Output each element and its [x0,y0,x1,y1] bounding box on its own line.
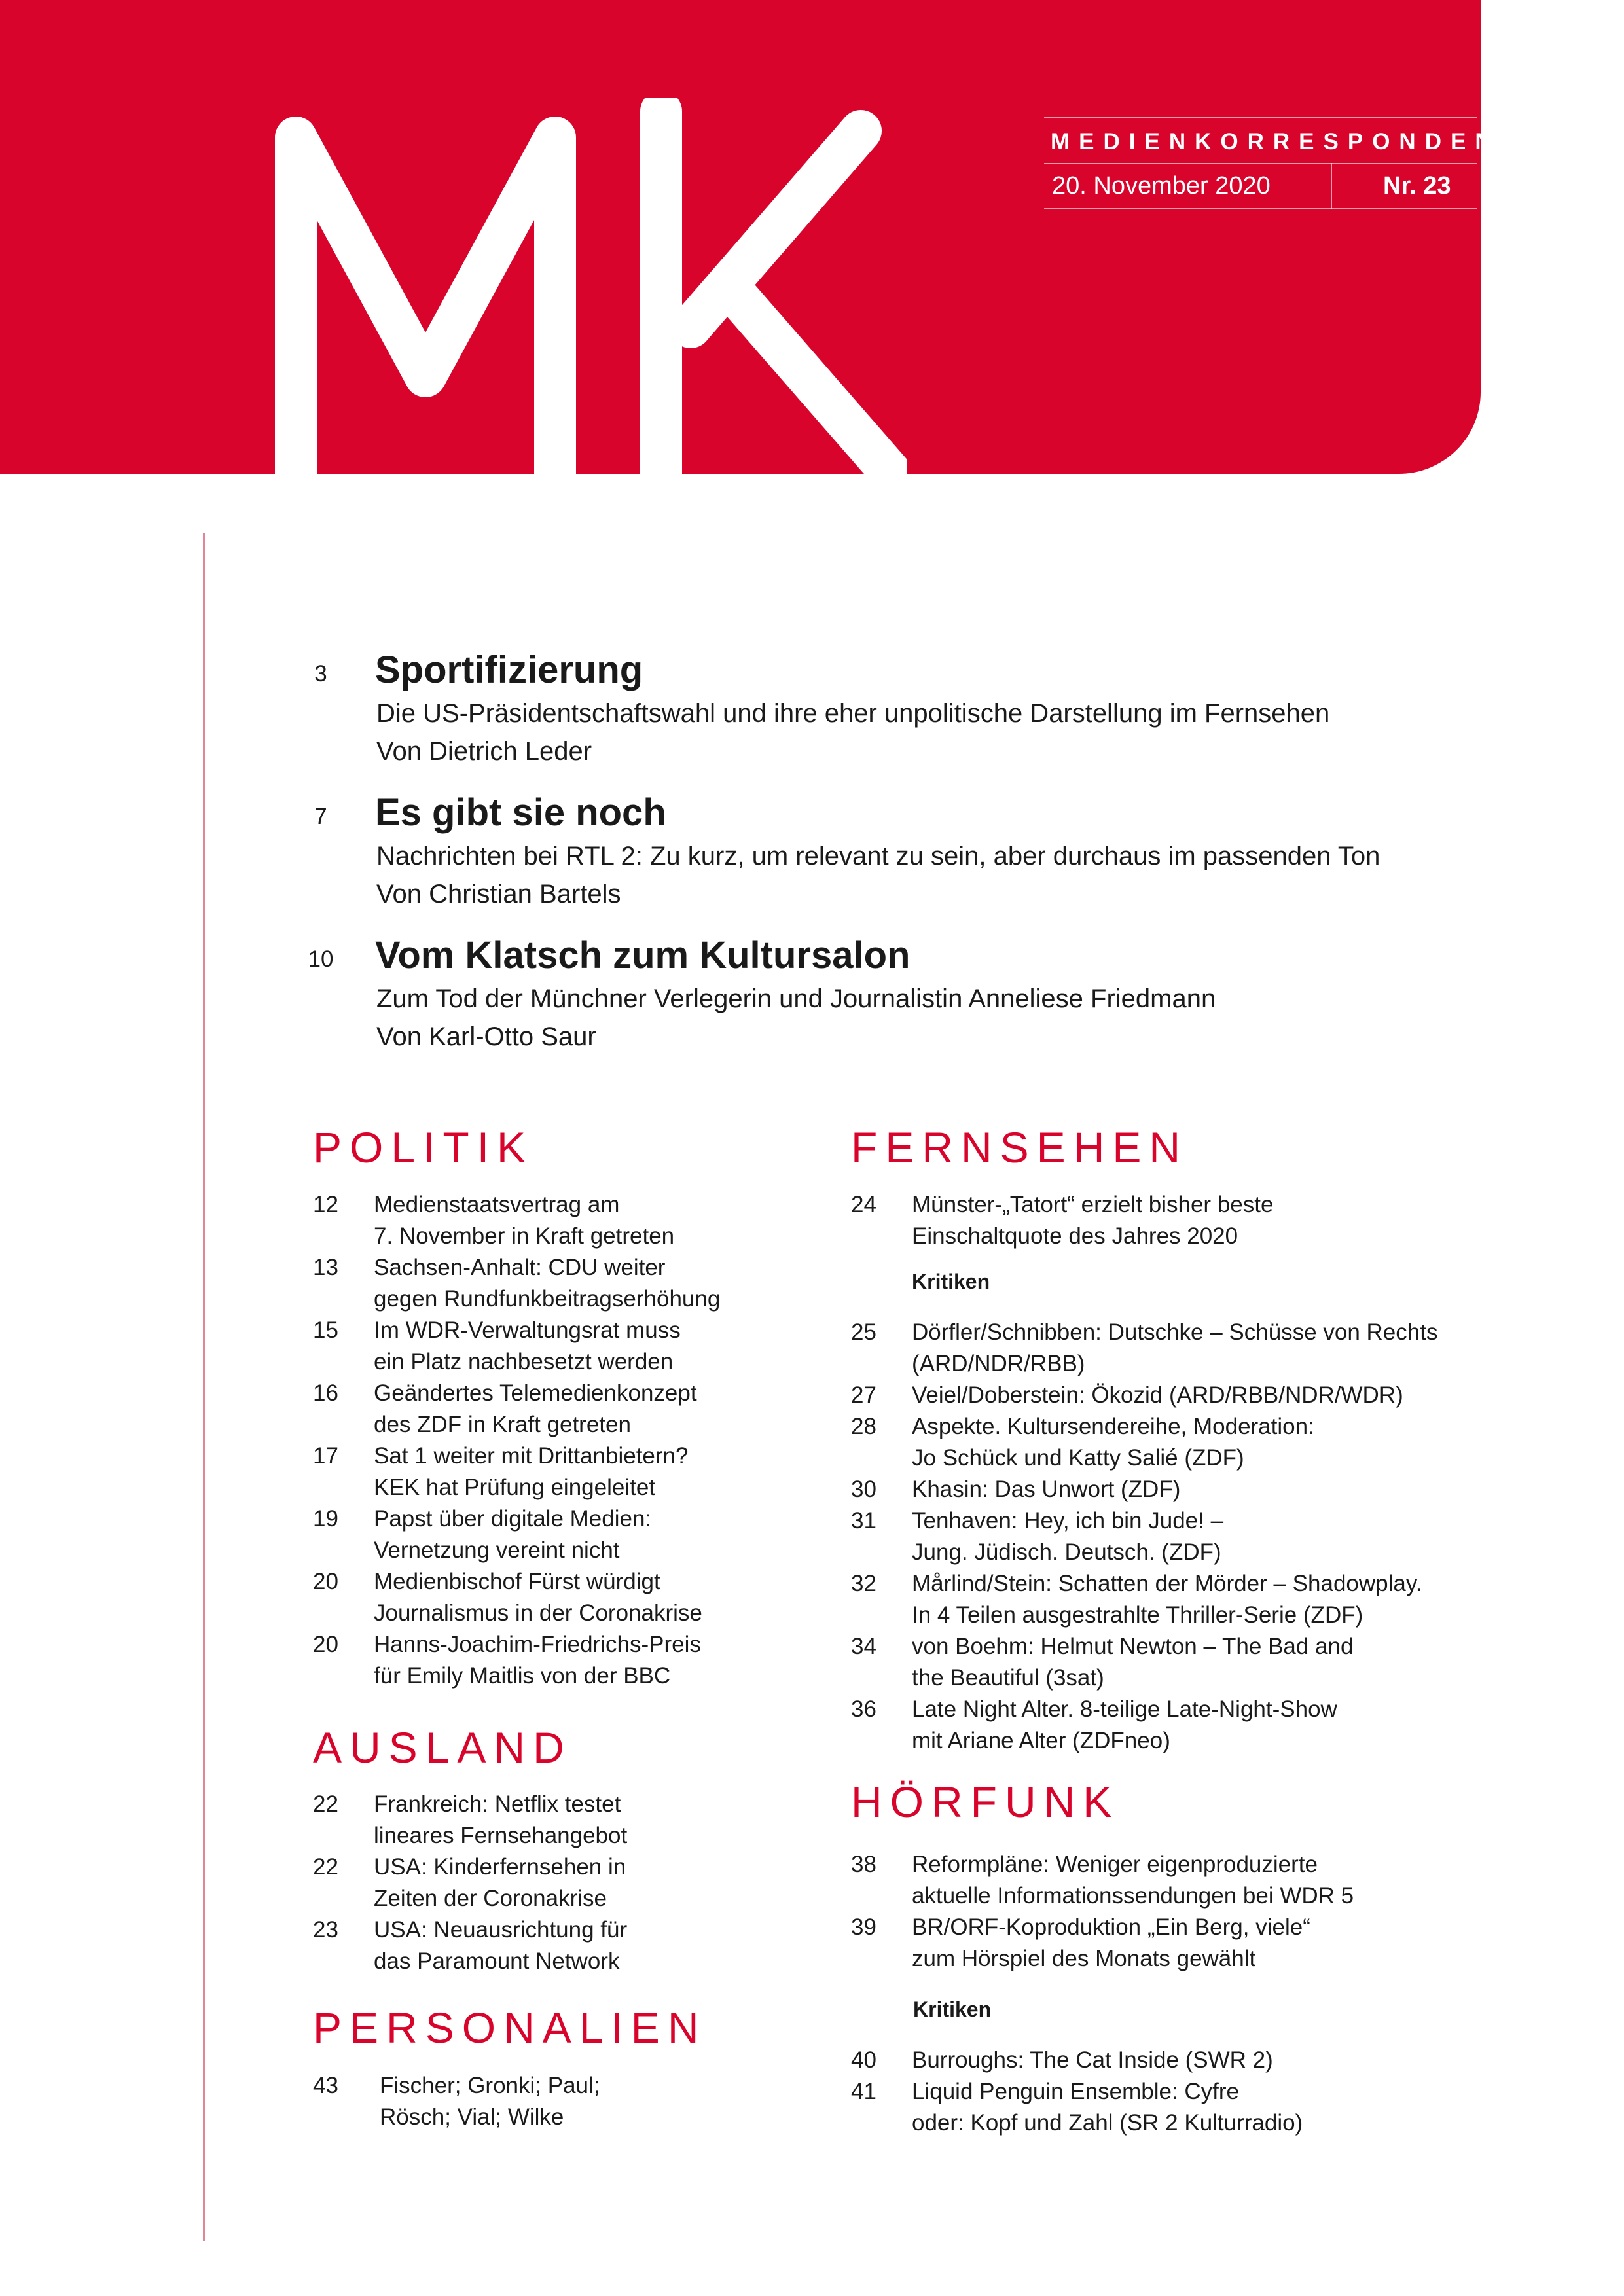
toc-entry-line: für Emily Maitlis von der BBC [374,1663,671,1689]
toc-entry[interactable] [313,1852,810,1914]
toc-entry-line: USA: Kinderfernsehen in [374,1854,626,1880]
toc-entry[interactable] [851,1694,1506,1757]
publication-name: MEDIENKORRESPONDENZ [1051,129,1524,154]
toc-page-number: 31 [851,1508,876,1534]
toc-entry-line: Veiel/Doberstein: Ökozid (ARD/RBB/NDR/WDR) [912,1382,1403,1408]
feature-article[interactable] [308,791,1499,908]
toc-entry[interactable] [851,1189,1506,1252]
masthead-bottom-rule [1044,208,1477,209]
feature-author: Von Karl-Otto Saur [376,1022,596,1051]
toc-page-number: 36 [851,1696,876,1722]
issue-date: 20. November 2020 [1052,172,1271,200]
toc-page-number: 20 [313,1569,338,1594]
toc-entry[interactable] [851,1505,1506,1568]
toc-entry-line: Late Night Alter. 8-teilige Late-Night-Show [912,1696,1337,1722]
feature-subtitle: Die US-Präsidentschaftswahl und ihre eher unpolitische Darstellung im Fernsehen [376,699,1330,728]
feature-page-number: 3 [314,661,327,687]
feature-article[interactable] [308,648,1499,766]
toc-entry-line: In 4 Teilen ausgestrahlte Thriller-Serie (ZDF) [912,1602,1363,1628]
toc-entry-line: zum Hörspiel des Monats gewählt [912,1946,1256,1971]
section-title-hoerfunk: HÖRFUNK [851,1778,1120,1826]
feature-article[interactable] [308,933,1499,1051]
toc-entry-line: Fischer; Gronki; Paul; [380,2073,600,2098]
toc-page-number: 13 [313,1255,338,1280]
subsection-kritiken: Kritiken [912,1270,990,1293]
toc-page-number: 20 [313,1632,338,1657]
masthead-middle-rule [1044,163,1477,164]
feature-page-number: 7 [314,804,327,829]
feature-title: Es gibt sie noch [375,791,666,834]
toc-entry[interactable] [851,1411,1506,1474]
toc-entry-line: Mårlind/Stein: Schatten der Mörder – Shadowplay. [912,1571,1422,1596]
issue-number: Nr. 23 [1383,172,1451,200]
toc-entry[interactable] [851,1849,1506,1912]
feature-author: Von Dietrich Leder [376,737,592,766]
toc-entry-line: Sachsen-Anhalt: CDU weiter [374,1255,666,1280]
section-title-politik: POLITIK [313,1123,534,1172]
toc-page-number: 39 [851,1914,876,1940]
toc-entry-line: the Beautiful (3sat) [912,1665,1104,1691]
toc-entry-line: lineares Fernsehangebot [374,1823,628,1848]
toc-page-number: 40 [851,2047,876,2073]
toc-entry[interactable] [313,1629,810,1692]
toc-entry-line: BR/ORF-Koproduktion „Ein Berg, viele“ [912,1914,1310,1940]
toc-page-number: 22 [313,1854,338,1880]
toc-page-number: 12 [313,1192,338,1217]
toc-entry-line: Rösch; Vial; Wilke [380,2104,564,2130]
toc-page-number: 41 [851,2079,876,2104]
toc-page-number: 23 [313,1917,338,1943]
toc-entry-line: Geändertes Telemedienkonzept [374,1380,697,1406]
toc-entry-line: Burroughs: The Cat Inside (SWR 2) [912,2047,1273,2073]
toc-entry[interactable] [313,1441,810,1503]
toc-entry[interactable] [313,2070,810,2133]
feature-subtitle: Nachrichten bei RTL 2: Zu kurz, um relevant zu sein, aber durchaus im passenden Ton [376,842,1380,870]
toc-entry-line: Zeiten der Coronakrise [374,1886,607,1911]
toc-entry-line: Münster-„Tatort“ erzielt bisher beste [912,1192,1274,1217]
toc-entry-line: gegen Rundfunkbeitragserhöhung [374,1286,721,1312]
section-title-ausland: AUSLAND [313,1723,572,1772]
toc-entry[interactable] [313,1315,810,1378]
toc-entry-line: Hanns-Joachim-Friedrichs-Preis [374,1632,701,1657]
toc-entry-line: Jung. Jüdisch. Deutsch. (ZDF) [912,1539,1221,1565]
toc-page-number: 17 [313,1443,338,1469]
toc-entry[interactable] [313,1566,810,1629]
toc-entry-line: Journalismus in der Coronakrise [374,1600,702,1626]
toc-entry-line: Frankreich: Netflix testet [374,1791,621,1817]
toc-entry-line: Liquid Penguin Ensemble: Cyfre [912,2079,1240,2104]
section-title-fernsehen: FERNSEHEN [851,1123,1189,1172]
section-title-personalien: PERSONALIEN [313,2003,707,2052]
toc-entry-line: Im WDR-Verwaltungsrat muss [374,1318,681,1343]
toc-page-number: 24 [851,1192,876,1217]
toc-page-number: 32 [851,1571,876,1596]
toc-entry-line: USA: Neuausrichtung für [374,1917,628,1943]
toc-entry-line: Tenhaven: Hey, ich bin Jude! – [912,1508,1224,1534]
toc-entry[interactable] [313,1378,810,1441]
feature-page-number: 10 [308,946,334,972]
toc-page-number: 34 [851,1634,876,1659]
toc-entry[interactable] [313,1914,810,1977]
toc-page-number: 43 [313,2073,338,2098]
toc-entry-line: Medienbischof Fürst würdigt [374,1569,660,1594]
feature-title: Sportifizierung [375,649,643,691]
subsection-kritiken: Kritiken [913,1998,992,2021]
toc-page-number: 27 [851,1382,876,1408]
toc-entry[interactable] [313,1189,810,1252]
toc-entry-line: Khasin: Das Unwort (ZDF) [912,1477,1181,1502]
toc-entry[interactable] [313,1789,810,1852]
feature-subtitle: Zum Tod der Münchner Verlegerin und Journalistin Anneliese Friedmann [376,984,1216,1013]
toc-page-number: 25 [851,1319,876,1345]
feature-author: Von Christian Bartels [376,880,621,908]
toc-entry[interactable] [851,2076,1506,2139]
toc-entry[interactable] [851,1568,1506,1631]
toc-page-number: 30 [851,1477,876,1502]
toc-entry[interactable] [851,1631,1506,1694]
toc-entry-line: Jo Schück und Katty Salié (ZDF) [912,1445,1244,1471]
toc-entry-line: oder: Kopf und Zahl (SR 2 Kulturradio) [912,2110,1303,2136]
toc-entry-line: KEK hat Prüfung eingeleitet [374,1475,656,1500]
toc-entry[interactable] [313,1252,810,1315]
toc-entry-line: (ARD/NDR/RBB) [912,1351,1085,1376]
mk-logo [272,98,907,474]
toc-page-number: 16 [313,1380,338,1406]
feature-title: Vom Klatsch zum Kultursalon [375,934,911,977]
toc-entry[interactable] [851,1912,1506,1975]
toc-entry-line: Medienstaatsvertrag am [374,1192,620,1217]
toc-entry-line: Sat 1 weiter mit Drittanbietern? [374,1443,689,1469]
toc-entry-line: von Boehm: Helmut Newton – The Bad and [912,1634,1354,1659]
toc-entry-line: ein Platz nachbesetzt werden [374,1349,674,1374]
masthead [1044,117,1524,209]
toc-page-number: 28 [851,1414,876,1439]
toc-entry[interactable] [851,2045,1506,2076]
toc-entry[interactable] [851,1474,1506,1505]
toc-page-number: 38 [851,1852,876,1877]
toc-entry-line: des ZDF in Kraft getreten [374,1412,631,1437]
toc-entry-line: das Paramount Network [374,1948,620,1974]
toc-entry-line: 7. November in Kraft getreten [374,1223,675,1249]
toc-entry-line: Papst über digitale Medien: [374,1506,652,1532]
toc-page-number: 22 [313,1791,338,1817]
left-margin-rule [203,533,205,2241]
toc-entry[interactable] [851,1380,1506,1411]
toc-entry-line: Reformpläne: Weniger eigenproduzierte [912,1852,1318,1877]
toc-entry[interactable] [313,1503,810,1566]
toc-entry-line: Dörfler/Schnibben: Dutschke – Schüsse von Rechts [912,1319,1438,1345]
toc-page-number: 19 [313,1506,338,1532]
toc-entry-line: mit Ariane Alter (ZDFneo) [912,1728,1170,1753]
toc-page-number: 15 [313,1318,338,1343]
masthead-top-rule [1044,117,1477,118]
toc-entry-line: Einschaltquote des Jahres 2020 [912,1223,1238,1249]
toc-entry-line: Vernetzung vereint nicht [374,1537,620,1563]
toc-entry-line: Aspekte. Kultursendereihe, Moderation: [912,1414,1314,1439]
masthead-divider [1331,163,1332,209]
toc-entry-line: aktuelle Informationssendungen bei WDR 5 [912,1883,1354,1909]
toc-entry[interactable] [851,1317,1506,1380]
